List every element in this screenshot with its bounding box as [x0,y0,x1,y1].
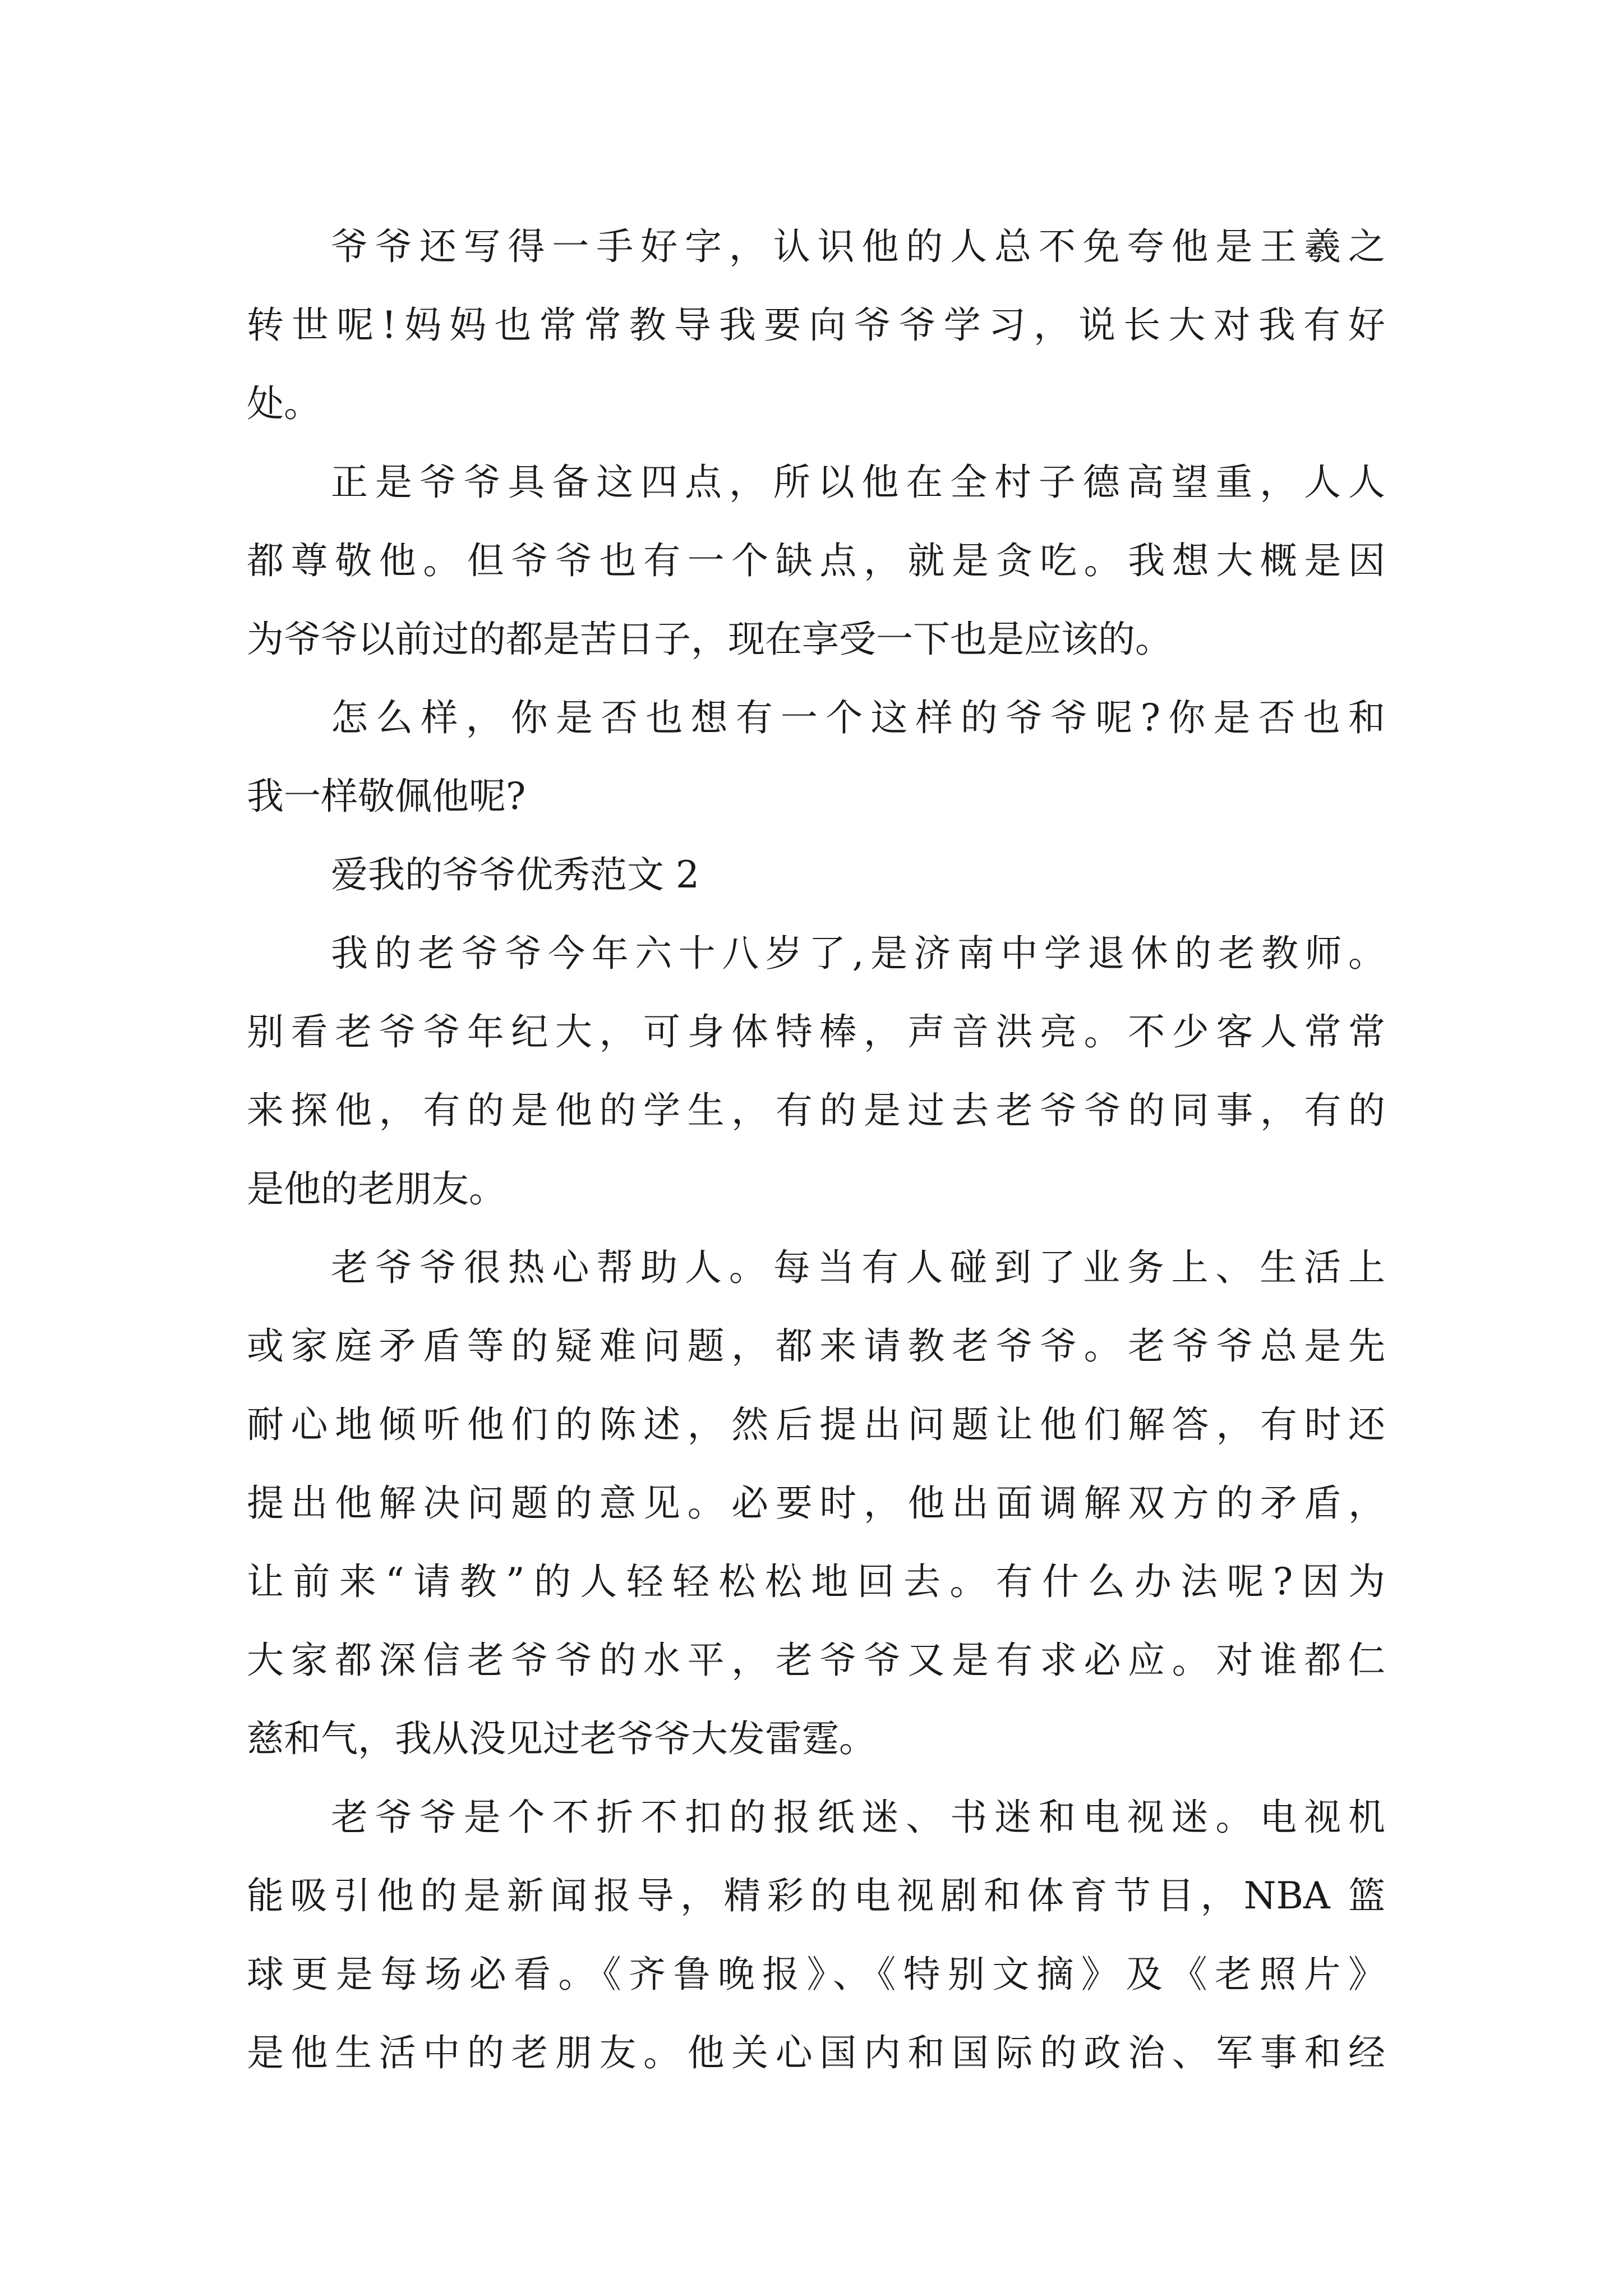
text-line: 处。 [247,382,321,425]
text-line: 来探他，有的是他的学生，有的是过去老爷爷的同事，有的 [247,1089,1385,1132]
text-line: 爷爷还写得一手好字，认识他的人总不免夸他是王羲之 [331,225,1385,268]
text-line: 提出他解决问题的意见。必要时，他出面调解双方的矛盾， [247,1481,1385,1525]
text-line: 老爷爷很热心帮助人。每当有人碰到了业务上、生活上 [331,1246,1385,1289]
text-line: 是他生活中的老朋友。他关心国内和国际的政治、军事和经 [247,2031,1385,2074]
text-line: 或家庭矛盾等的疑难问题，都来请教老爷爷。老爷爷总是先 [247,1324,1385,1368]
section-heading: 爱我的爷爷优秀范文 2 [331,853,699,896]
text-line: 正是爷爷具备这四点，所以他在全村子德高望重，人人 [331,461,1385,504]
text-line: 都尊敬他。但爷爷也有一个缺点，就是贪吃。我想大概是因 [247,539,1385,582]
text-line: 为爷爷以前过的都是苦日子，现在享受一下也是应该的。 [247,618,1172,661]
text-line: 别看老爷爷年纪大，可身体特棒，声音洪亮。不少客人常常 [247,1010,1385,1053]
text-line: 是他的老朋友。 [247,1167,506,1211]
text-line: 能吸引他的是新闻报导，精彩的电视剧和体育节目，NBA 篮 [247,1874,1385,1917]
text-line: 耐心地倾听他们的陈述，然后提出问题让他们解答，有时还 [247,1403,1385,1446]
text-line: 大家都深信老爷爷的水平，老爷爷又是有求必应。对谁都仁 [247,1639,1385,1682]
text-line: 我的老爷爷今年六十八岁了,是济南中学退休的老教师。 [331,932,1385,975]
text-line: 让前来“请教”的人轻轻松松地回去。有什么办法呢?因为 [247,1560,1385,1603]
text-line: 慈和气，我从没见过老爷爷大发雷霆。 [247,1717,876,1760]
text-line: 怎么样，你是否也想有一个这样的爷爷呢?你是否也和 [331,696,1385,739]
text-line: 转世呢!妈妈也常常教导我要向爷爷学习，说长大对我有好 [247,303,1385,347]
text-line: 老爷爷是个不折不扣的报纸迷、书迷和电视迷。电视机 [331,1796,1385,1839]
text-line: 我一样敬佩他呢? [247,775,526,818]
text-line: 球更是每场必看。《齐鲁晚报》、《特别文摘》及《老照片》 [247,1953,1385,1996]
